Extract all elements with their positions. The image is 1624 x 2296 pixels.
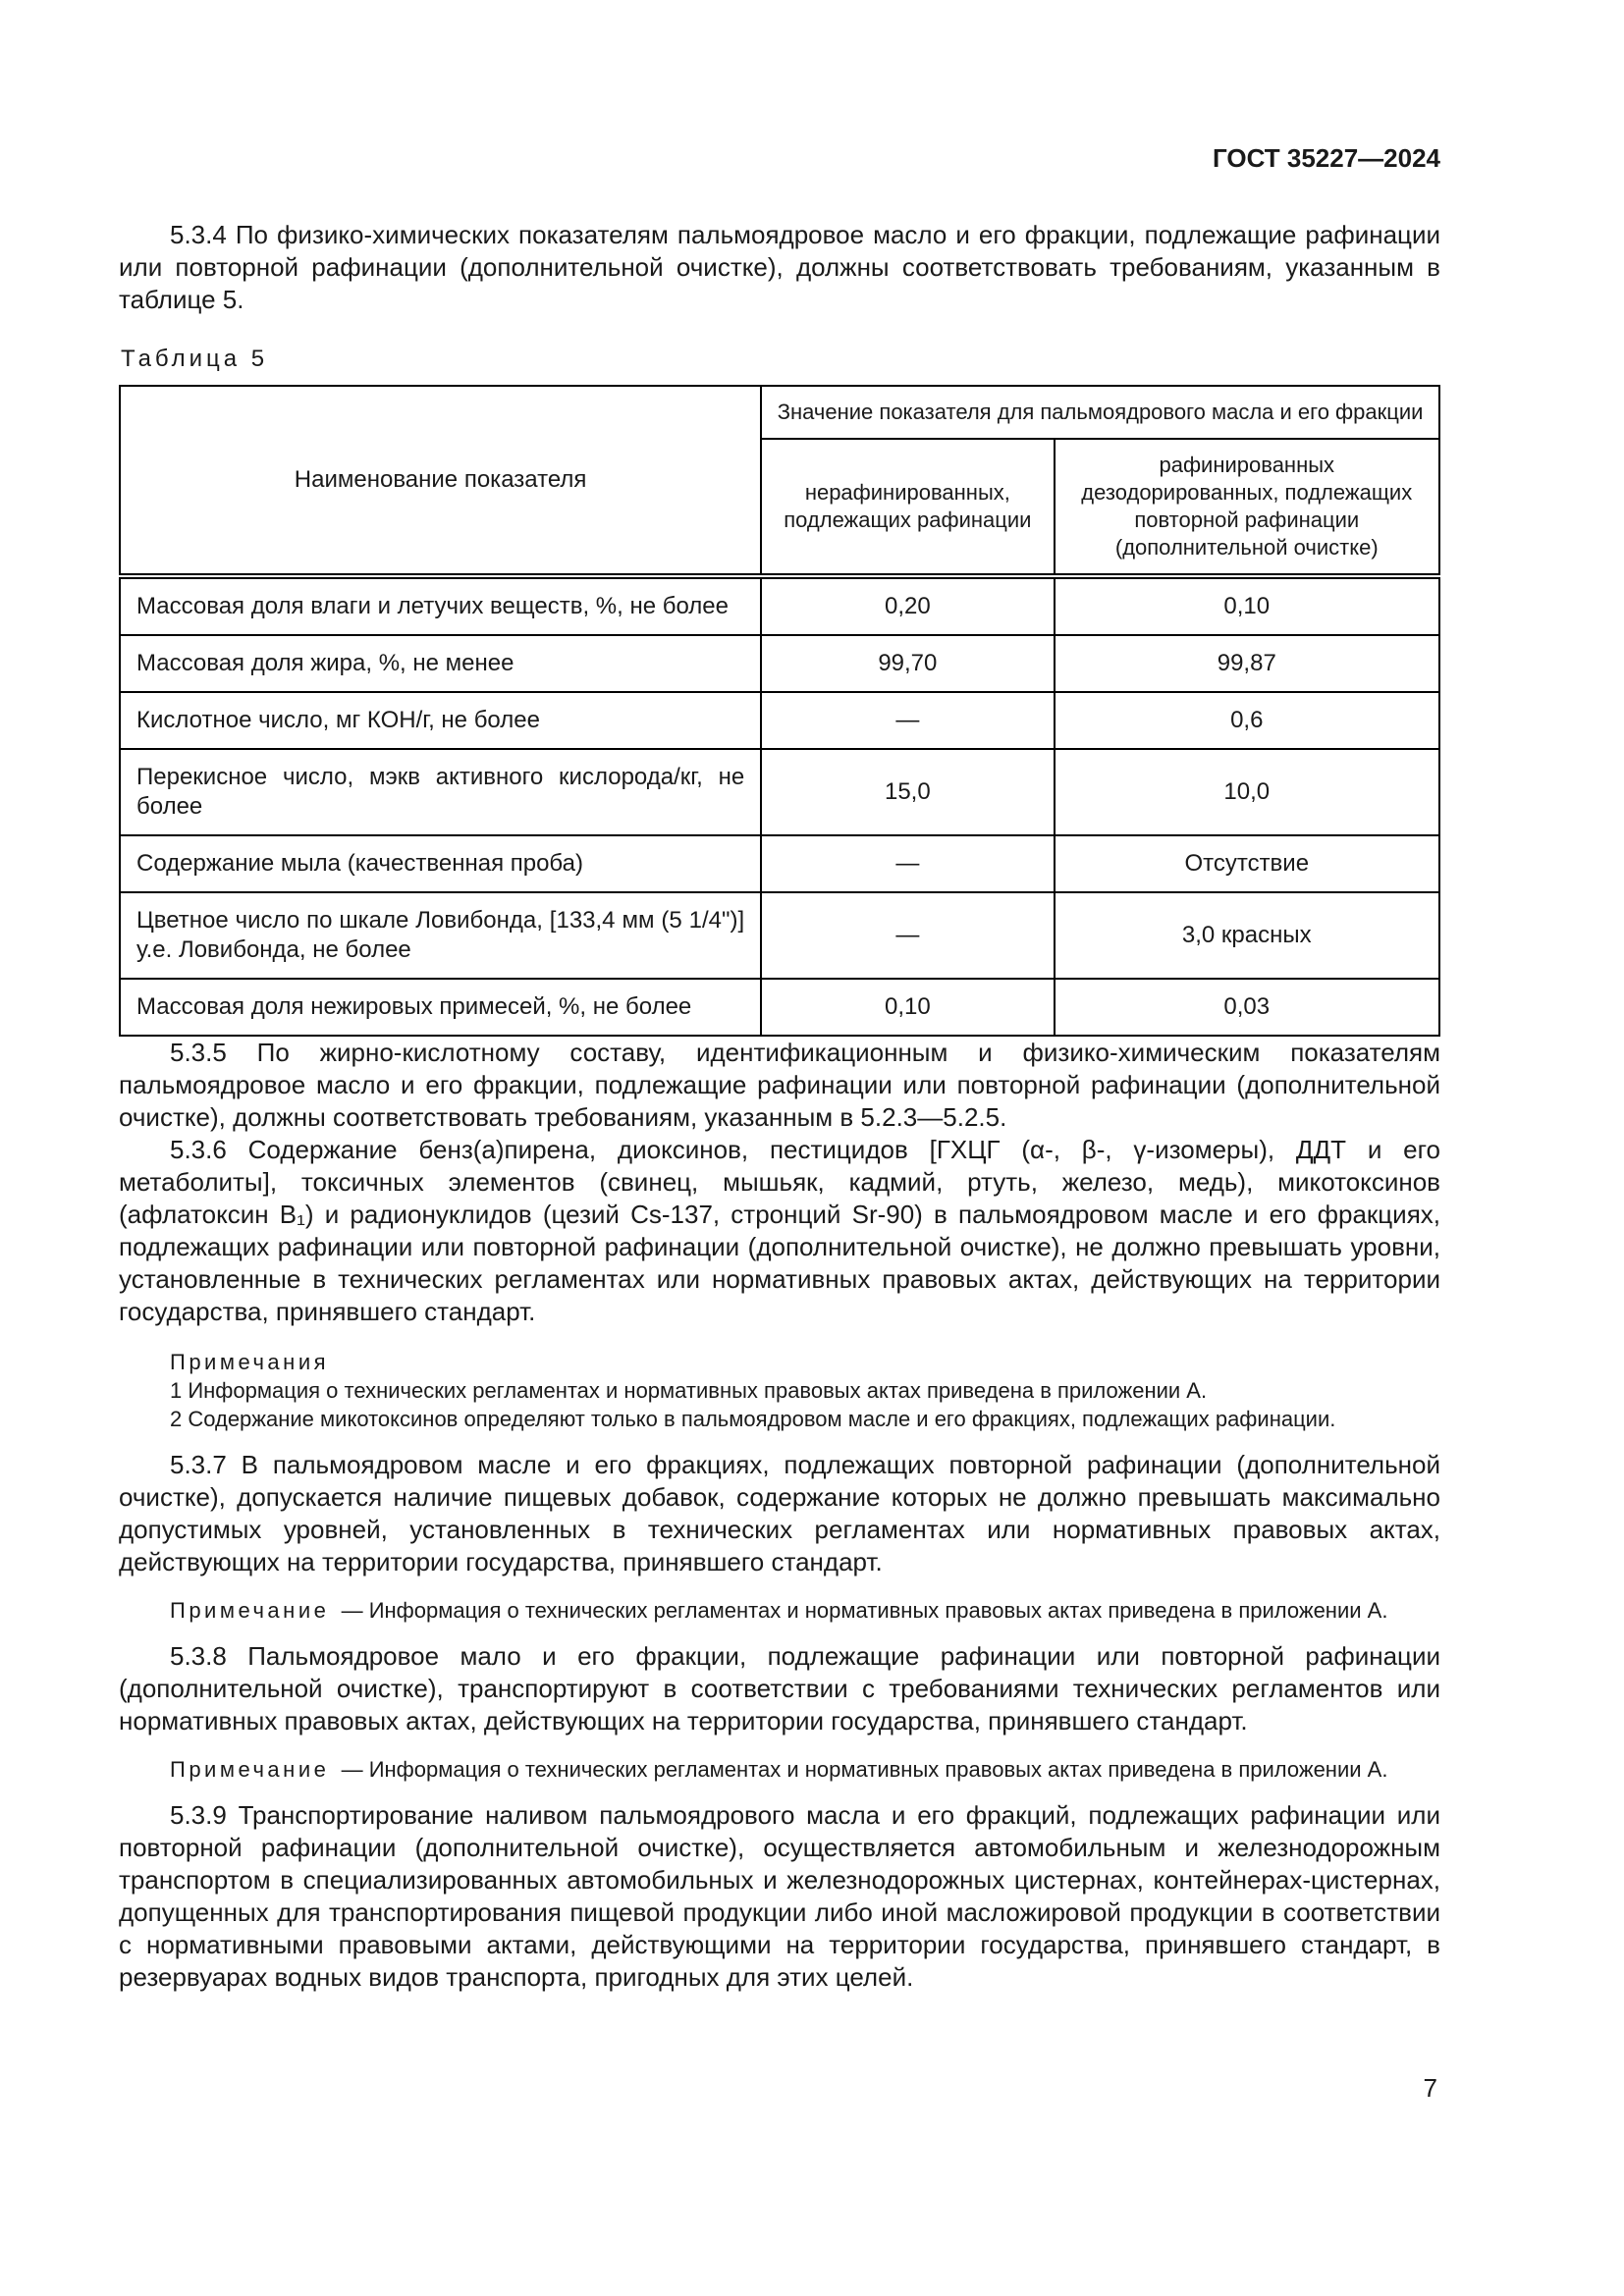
paragraph-5-3-9: 5.3.9 Транспортирование наливом пальмоядрового масла и его фракций, подлежащих рафинации или повторной рафинации (дополнительной очистке), осуществляется автомобильным и железнодорожным транспортом в специализированных автомобильных и железнодорожных цистернах, контейнерах-цистернах, допущенных для транспортирования пищевой продукции либо иной масложировой продукции в соответствии с нормативными правовыми актами, действующими на территории государства, принявшего стандарт, в резервуарах водных видов транспорта, пригодных для этих целей. bbox=[119, 1800, 1440, 1992]
paragraph-5-3-7: 5.3.7 В пальмоядровом масле и его фракциях, подлежащих повторной рафинации (дополнительной очистке), допускается наличие пищевых добавок, содержание которых не должно превышать максимально допустимых уровней, установленных в технических регламентах или нормативных правовых актах, действующих на территории государства, принявшего стандарт. bbox=[119, 1450, 1440, 1576]
value-cell: 0,6 bbox=[1055, 692, 1439, 749]
notes-label: Примечания bbox=[170, 1350, 330, 1374]
table-row bbox=[120, 835, 1439, 892]
value-cell: 15,0 bbox=[761, 749, 1054, 835]
note-label: Примечание bbox=[170, 1757, 330, 1782]
value-cell: 10,0 bbox=[1055, 749, 1439, 835]
table-row bbox=[120, 635, 1439, 692]
note-block bbox=[119, 1755, 1440, 1784]
value-cell: 0,10 bbox=[761, 979, 1054, 1036]
paragraph-5-3-8: 5.3.8 Пальмоядровое мало и его фракции, подлежащие рафинации или повторной рафинации (дополнительной очистке), транспортируют в соответствии с требованиями технических регламентов или нормативных правовых актах, действующих на территории государства, принявшего стандарт. bbox=[119, 1641, 1440, 1735]
paragraph-5-3-6: 5.3.6 Содержание бенз(а)пирена, диоксинов, пестицидов [ГХЦГ (α-, β-, γ-изомеры), ДДТ и его метаболиты], токсичных элементов (свинец, мышьяк, кадмий, ртуть, железо, медь), микотоксинов (афлатоксин В₁) и радионуклидов (цезий Cs-137, стронций Sr-90) в пальмоядровом масле и его фракциях, подлежащих рафинации или повторной рафинации (дополнительной очистке), не должно превышать уровни, установленные в технических регламентах или нормативных правовых актах, действующих на территории государства, принявшего стандарт. bbox=[119, 1135, 1440, 1326]
table-row bbox=[120, 979, 1439, 1036]
value-cell: 99,87 bbox=[1055, 635, 1439, 692]
indicator-name-cell: Кислотное число, мг КОН/г, не более bbox=[120, 692, 761, 749]
value-cell: 0,20 bbox=[761, 576, 1054, 635]
table-row bbox=[120, 749, 1439, 835]
value-cell: 99,70 bbox=[761, 635, 1054, 692]
value-cell: 0,10 bbox=[1055, 576, 1439, 635]
page-content bbox=[119, 143, 1440, 1994]
indicator-name-cell: Массовая доля жира, %, не менее bbox=[120, 635, 761, 692]
table-row bbox=[120, 692, 1439, 749]
value-cell: — bbox=[761, 835, 1054, 892]
table-5-header bbox=[120, 386, 1439, 576]
table-5-body bbox=[120, 576, 1439, 1036]
indicator-name-cell: Цветное число по шкале Ловибонда, [133,4 мм (5 1/4")] у.е. Ловибонда, не более bbox=[120, 892, 761, 979]
indicator-name-cell: Массовая доля влаги и летучих веществ, %, не более bbox=[120, 576, 761, 635]
note-item-2: 2 Содержание микотоксинов определяют только в пальмоядровом масле и его фракциях, подлежащих рафинации. bbox=[170, 1407, 1336, 1431]
value-cell: 3,0 красных bbox=[1055, 892, 1439, 979]
table-row bbox=[120, 576, 1439, 635]
column-header-value-span: Значение показателя для пальмоядрового масла и его фракции bbox=[761, 386, 1439, 439]
note-label: Примечание bbox=[170, 1598, 330, 1623]
notes-block bbox=[119, 1348, 1440, 1433]
page-number: 7 bbox=[1423, 2073, 1437, 2103]
note-line bbox=[119, 1755, 1440, 1784]
indicator-name-cell: Массовая доля нежировых примесей, %, не более bbox=[120, 979, 761, 1036]
value-cell: — bbox=[761, 692, 1054, 749]
note-text: — Информация о технических регламентах и нормативных правовых актах приведена в приложении А. bbox=[341, 1757, 1388, 1782]
note-block bbox=[119, 1596, 1440, 1625]
column-header-unrefined: нерафинированных, подлежащих рафинации bbox=[761, 439, 1054, 576]
value-cell: Отсутствие bbox=[1055, 835, 1439, 892]
table-row bbox=[120, 892, 1439, 979]
value-cell: 0,03 bbox=[1055, 979, 1439, 1036]
indicator-name-cell: Содержание мыла (качественная проба) bbox=[120, 835, 761, 892]
note-line bbox=[119, 1596, 1440, 1625]
paragraph-5-3-5: 5.3.5 По жирно-кислотному составу, идентификационным и физико-химическим показателям пальмоядровое масло и его фракции, подлежащие рафинации или повторной рафинации (дополнительной очистке), должны соответствовать требованиям, указанным в 5.2.3—5.2.5. bbox=[119, 1038, 1440, 1132]
paragraph-5-3-4: 5.3.4 По физико-химических показателям пальмоядровое масло и его фракции, подлежащие рафинации или повторной рафинации (дополнительной очистке), должны соответствовать требованиям, указанным в таблице 5. bbox=[119, 220, 1440, 314]
table-5 bbox=[119, 385, 1440, 1037]
note-item-1: 1 Информация о технических регламентах и нормативных правовых актах приведена в приложении А. bbox=[170, 1378, 1208, 1403]
indicator-name-cell: Перекисное число, мэкв активного кислорода/кг, не более bbox=[120, 749, 761, 835]
value-cell: — bbox=[761, 892, 1054, 979]
column-header-refined: рафинированных дезодорированных, подлежащих повторной рафинации (дополнительной очистке) bbox=[1055, 439, 1439, 576]
note-text: — Информация о технических регламентах и нормативных правовых актах приведена в приложении А. bbox=[341, 1598, 1388, 1623]
document-code-header: ГОСТ 35227—2024 bbox=[1213, 143, 1440, 173]
table-caption: Таблица 5 bbox=[121, 346, 269, 372]
column-header-indicator-name: Наименование показателя bbox=[120, 386, 761, 576]
